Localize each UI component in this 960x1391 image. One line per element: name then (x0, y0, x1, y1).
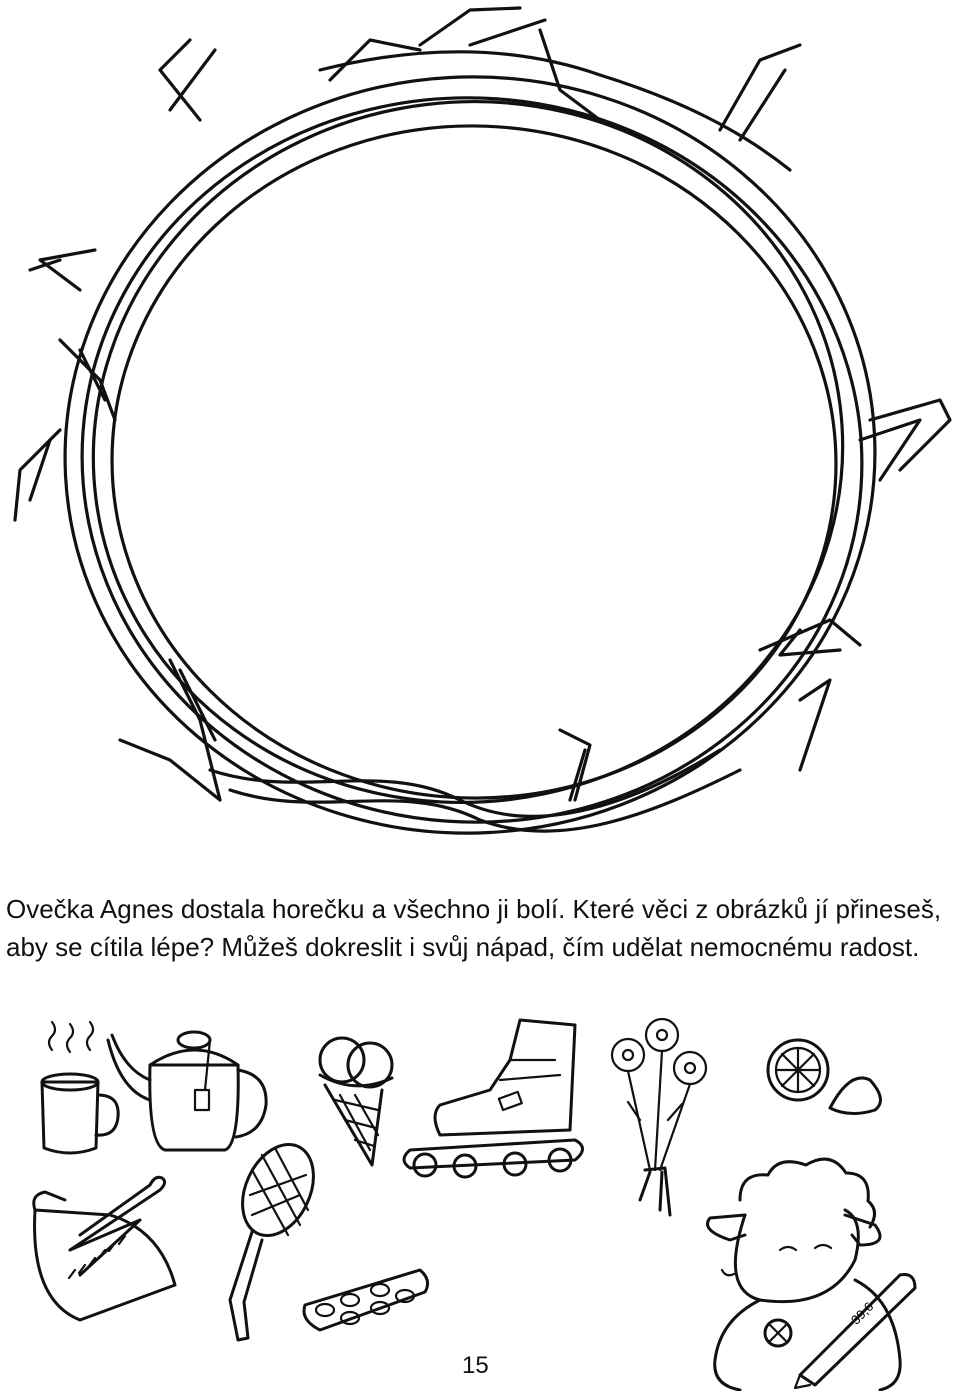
teapot-icon (108, 1032, 266, 1150)
thermometer-icon (795, 1275, 915, 1388)
lemon-wedge-icon (830, 1078, 880, 1114)
inline-skate-icon (404, 1020, 583, 1177)
pill-blister-icon (304, 1270, 428, 1330)
thorn-wreath-icon (15, 8, 950, 854)
thermometer-reading: 39,6 (847, 1298, 877, 1328)
lemon-slice-icon (768, 1040, 828, 1100)
sick-sheep-icon (708, 1159, 901, 1390)
page-number: 15 (462, 1352, 489, 1379)
ice-cream-cone-icon (320, 1038, 392, 1165)
daisy-bouquet-icon (612, 1019, 706, 1215)
instruction-text: Ovečka Agnes dostala horečku a všechno ji bolí. Které věci z obrázků jí přineseš, aby se cítila lépe? Můžeš dokreslit i svůj nápad, čím udělat nemocnému radost. (6, 894, 942, 962)
picture-choices (0, 1010, 960, 1391)
tennis-racket-icon (229, 1133, 328, 1340)
hot-tea-mug-icon (42, 1022, 118, 1153)
dustpan-and-brush-icon (34, 1177, 175, 1320)
